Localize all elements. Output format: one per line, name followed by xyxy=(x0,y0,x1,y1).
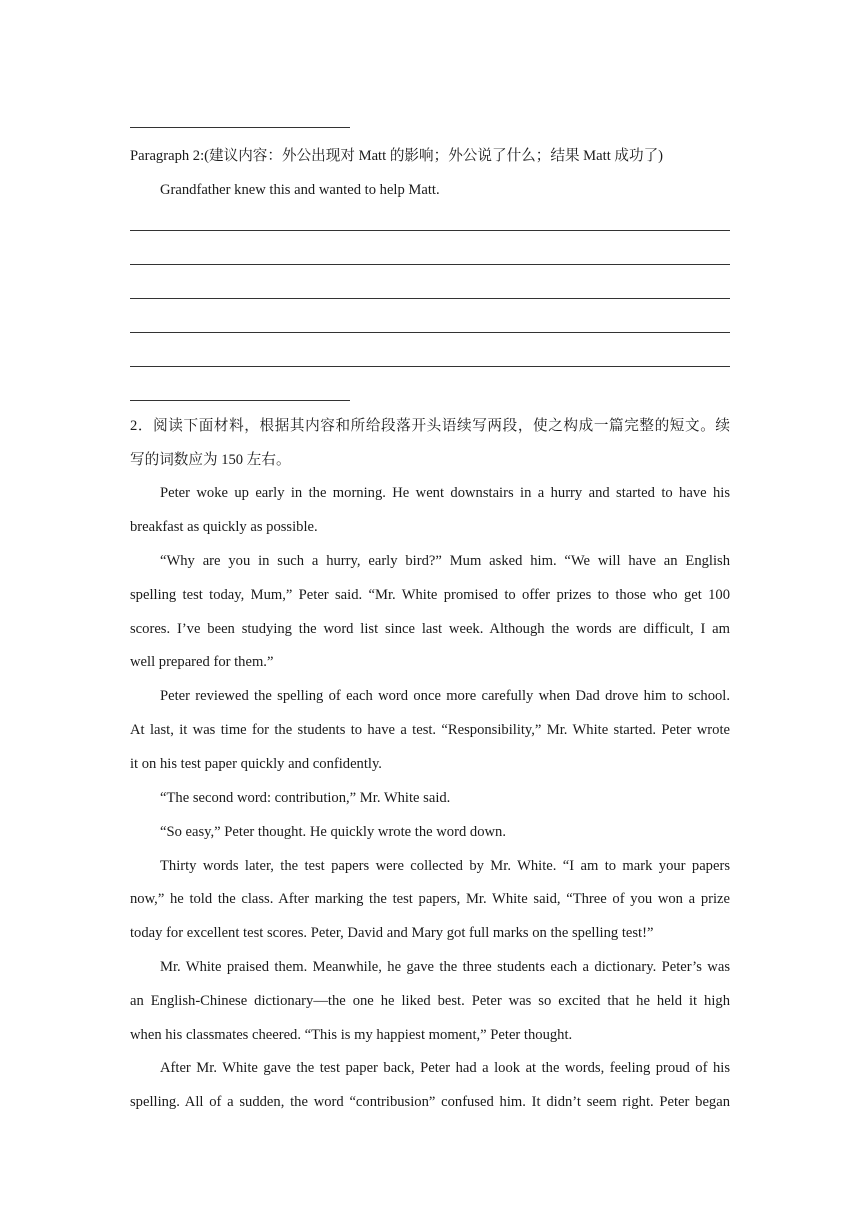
story-line: Peter reviewed the spelling of each word once more carefully when Dad drove him to school. xyxy=(160,688,730,704)
story-line: spelling. All of a sudden, the word “contribusion” confused him. It didn’t seem right. Peter began xyxy=(130,1094,730,1110)
story-line: it on his test paper quickly and confidently. xyxy=(130,756,382,772)
story-line: spelling test today, Mum,” Peter said. “Mr. White promised to offer prizes to those who get 100 xyxy=(130,587,730,603)
answer-line-short xyxy=(130,400,350,401)
story-line: “Why are you in such a hurry, early bird?” Mum asked him. “We will have an English xyxy=(160,553,730,569)
answer-line-short xyxy=(130,127,350,128)
answer-line xyxy=(130,264,730,265)
story-line: breakfast as quickly as possible. xyxy=(130,519,318,535)
story-line: now,” he told the class. After marking the test papers, Mr. White said, “Three of you won a prize xyxy=(130,891,730,907)
story-line: “So easy,” Peter thought. He quickly wrote the word down. xyxy=(160,824,506,840)
story-line: Thirty words later, the test papers were collected by Mr. White. “I am to mark your papers xyxy=(160,858,730,874)
paragraph2-opening: Grandfather knew this and wanted to help Matt. xyxy=(160,182,440,198)
answer-line xyxy=(130,298,730,299)
story-line: today for excellent test scores. Peter, David and Mary got full marks on the spelling test!” xyxy=(130,925,654,941)
question2-prompt-line: 2．阅读下面材料，根据其内容和所给段落开头语续写两段，使之构成一篇完整的短文。续 xyxy=(130,418,730,434)
story-line: “The second word: contribution,” Mr. White said. xyxy=(160,790,451,806)
story-line: After Mr. White gave the test paper back, Peter had a look at the words, feeling proud of his xyxy=(160,1060,730,1076)
story-line: an English-Chinese dictionary—the one he liked best. Peter was so excited that he held it high xyxy=(130,993,730,1009)
paragraph2-heading: Paragraph 2:(建议内容：外公出现对 Matt 的影响；外公说了什么；结果 Matt 成功了) xyxy=(130,148,664,164)
story-line: Mr. White praised them. Meanwhile, he gave the three students each a dictionary. Peter’s was xyxy=(160,959,730,975)
story-line: well prepared for them.” xyxy=(130,654,274,670)
story-line: when his classmates cheered. “This is my happiest moment,” Peter thought. xyxy=(130,1027,573,1043)
answer-line xyxy=(130,332,730,333)
answer-line xyxy=(130,366,730,367)
story-line: At last, it was time for the students to have a test. “Responsibility,” Mr. White started. Peter wrote xyxy=(130,722,730,738)
story-line: scores. I’ve been studying the word list since last week. Although the words are difficult, I am xyxy=(130,621,730,637)
question2-prompt-line: 写的词数应为 150 左右。 xyxy=(130,452,291,468)
story-line: Peter woke up early in the morning. He went downstairs in a hurry and started to have his xyxy=(160,485,730,501)
answer-line xyxy=(130,230,730,231)
